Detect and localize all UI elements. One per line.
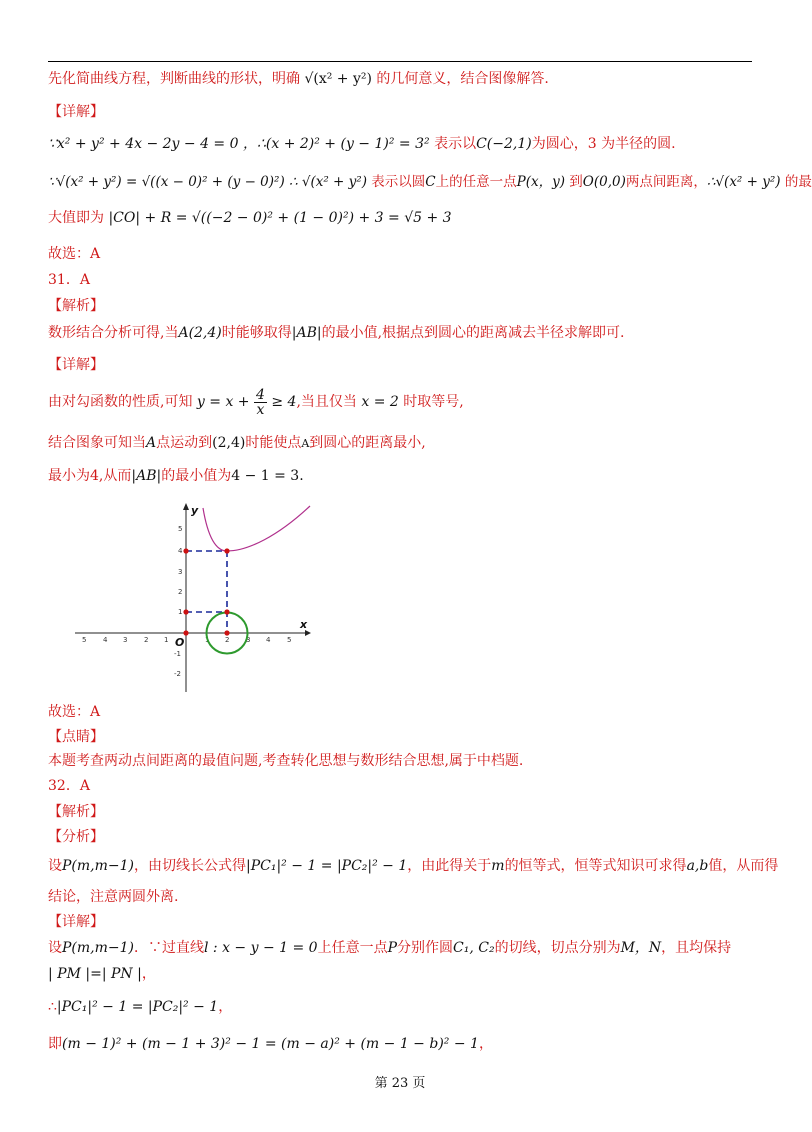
fraction-4-over-x	[254, 388, 267, 417]
q32-detail-4	[48, 1034, 493, 1054]
y-tick: 5	[178, 525, 183, 533]
q32-d1-m4: C₁, C₂	[453, 940, 495, 956]
q32-a1-m1: P(m,m−1)	[62, 858, 134, 874]
q30-detail-line-1	[48, 134, 676, 154]
q31-analysis-m2: |AB|	[291, 325, 322, 341]
q32-analysis-2: 结论，注意两圆外离.	[48, 889, 179, 905]
q31-d2-c: 时能使点	[245, 435, 302, 451]
q32-detail-3	[48, 997, 232, 1017]
y-tick: -2	[174, 670, 181, 678]
q31-d2-d: 到圆心的距离最小,	[309, 435, 426, 451]
q31-d2-a: 结合图象可知当	[48, 435, 146, 451]
q32-d4-a: 即	[48, 1036, 62, 1052]
hook-function-curve	[203, 506, 310, 551]
point-2-4	[224, 548, 229, 553]
q32-d1-f: ，且均保持	[661, 940, 732, 956]
q31-d1-m3: x = 2	[361, 394, 399, 410]
q31-analysis-b: 时能够取得	[221, 325, 292, 341]
q30-eq-3: |CO| + R = √((−2 − 0)² + (1 − 0)²) + 3 = √5 + 3	[108, 210, 452, 226]
y-tick: 1	[178, 608, 183, 616]
q31-d3-m1: 4	[90, 468, 99, 484]
q32-d1-e: 的切线，切点分别为	[494, 940, 621, 956]
q32-d1-b: ．∵过直线	[133, 940, 204, 956]
q31-d1-m1: y = x +	[196, 394, 250, 410]
q32-d1-c: 上任意一点	[317, 940, 388, 956]
q32-d2-t: ，	[141, 966, 156, 982]
intro-text: 先化简曲线方程，判断曲线的形状，明确	[48, 71, 300, 87]
dashed-guides	[186, 551, 227, 633]
q30-text-2d: 两点间距离，	[625, 174, 707, 190]
x-tick: 4	[266, 636, 271, 644]
x-tick: 1	[205, 636, 210, 644]
point-0-1	[183, 609, 188, 614]
q31-detail-2	[48, 433, 426, 454]
q32-sub-heading: 【分析】	[48, 829, 104, 845]
q32-d1-d: 分别作圆	[397, 940, 454, 956]
q30-text-1a: 表示以	[434, 136, 477, 152]
x-tick: 2	[144, 636, 149, 644]
y-tick: 2	[178, 588, 183, 596]
point-circle-center	[224, 630, 229, 635]
q31-analysis-a: 数形结合分析可得,当	[48, 325, 179, 341]
x-tick: 3	[123, 636, 128, 644]
q30-eq-2c: P(x，y)	[516, 174, 565, 190]
q31-d1-b: ,当且仅当	[296, 394, 357, 410]
q30-eq-2b: C	[425, 174, 436, 190]
q32-d3-m: |PC₁|² − 1 = |PC₂|² − 1	[56, 999, 219, 1015]
q32-d3-t: ，	[218, 999, 233, 1015]
q31-detail-1	[48, 385, 464, 419]
x-tick: 3	[246, 636, 251, 644]
x-tick: 5	[287, 636, 292, 644]
q32-a1-m2: |PC₁|² − 1 = |PC₂|² − 1	[245, 858, 408, 874]
q31-d1-m2: ≥ 4	[271, 394, 297, 410]
q31-analysis	[48, 323, 625, 343]
page-number: 第 23 页	[374, 1076, 426, 1091]
q30-text-2e: 的最	[784, 174, 812, 190]
q32-a1-e: 值，从而得	[708, 858, 779, 874]
q31-answer: 故选：A	[48, 704, 101, 720]
q31-d3-d: .	[299, 468, 304, 484]
q31-d3-m2: |AB|	[131, 468, 162, 484]
q31-d1-a: 由对勾函数的性质,可知	[48, 394, 193, 410]
q30-detail-line-3	[48, 208, 452, 228]
x-tick: 4	[103, 636, 108, 644]
y-axis-label: y	[191, 504, 199, 517]
q32-number: 32．A	[48, 778, 90, 794]
intro-line	[48, 69, 549, 89]
q31-analysis-m1: A(2,4)	[178, 325, 222, 341]
q31-detail-heading: 【详解】	[48, 357, 104, 373]
function-graph	[70, 500, 320, 700]
q30-eq-2d: O(0,0)	[582, 174, 626, 190]
q31-d3-b: ,从而	[98, 468, 132, 484]
point-0-4	[183, 548, 188, 553]
x-tick: 1	[164, 636, 169, 644]
fraction-denominator: x	[256, 401, 265, 418]
q32-d4-t: ，	[478, 1036, 493, 1052]
x-axis-label: x	[300, 618, 308, 631]
q32-analysis-heading: 【解析】	[48, 804, 104, 820]
x-tick-labels	[82, 636, 291, 644]
q31-comment-heading: 【点睛】	[48, 729, 104, 745]
fraction-numerator: 4	[255, 386, 265, 403]
q31-analysis-c: 的最小值,根据点到圆心的距离减去半径求解即可.	[321, 325, 625, 341]
q31-d2-m3: A	[301, 437, 310, 450]
q31-d3-m3: 4 − 1 = 3	[231, 468, 300, 484]
q32-a1-b: ，由切线长公式得	[133, 858, 246, 874]
q31-d2-m1: A	[146, 435, 157, 451]
y-tick: -1	[174, 650, 181, 658]
q30-text-2c: 到	[569, 174, 583, 190]
q30-text-2a: 表示以圆	[371, 174, 426, 190]
q32-analysis-1	[48, 856, 778, 876]
y-axis-arrow	[183, 503, 189, 510]
q32-d1-m2: l : x − y − 1 = 0	[203, 940, 318, 956]
y-tick: 3	[178, 568, 183, 576]
q30-text-3a: 大值即为	[48, 210, 104, 226]
q31-d2-m2: (2,4)	[212, 435, 246, 451]
q30-detail-heading: 【详解】	[48, 104, 104, 120]
q32-d3-a: ∴	[48, 999, 57, 1015]
point-origin	[183, 630, 188, 635]
header-rule	[48, 61, 752, 62]
q32-detail-heading: 【详解】	[48, 914, 104, 930]
q31-detail-3	[48, 466, 304, 486]
q32-a1-c: ，由此得关于	[407, 858, 492, 874]
q31-d3-c: 的最小值为	[161, 468, 232, 484]
q31-analysis-heading: 【解析】	[48, 298, 104, 314]
marked-points	[183, 548, 229, 635]
origin-label: O	[175, 636, 185, 649]
y-tick: 4	[178, 547, 183, 555]
q32-a1-m4: a,b	[686, 858, 709, 874]
x-tick: 5	[82, 636, 87, 644]
point-2-1	[224, 609, 229, 614]
q32-d2-m: | PM |=| PN |	[48, 966, 142, 982]
q30-text-2b: 上的任意一点	[435, 174, 517, 190]
q31-d3-a: 最小为	[48, 468, 90, 484]
q30-eq-1b: C(−2,1)	[476, 136, 532, 152]
y-tick-labels	[174, 525, 183, 678]
q32-d4-m: (m − 1)² + (m − 1 + 3)² − 1 = (m − a)² + (m − 1 − b)² − 1	[62, 1036, 479, 1052]
intro-text-b: 的几何意义，结合图像解答.	[376, 71, 549, 87]
q32-d1-m5: M，N	[620, 940, 662, 956]
q32-detail-1	[48, 938, 731, 958]
q31-d2-b: 点运动到	[156, 435, 213, 451]
q32-a1-d: 的恒等式，恒等式知识可求得	[504, 858, 687, 874]
q32-d1-m3: P	[387, 940, 398, 956]
q32-a1-m3: m	[491, 858, 505, 874]
intro-math: √(x² + y²)	[304, 71, 372, 87]
q30-answer: 故选：A	[48, 246, 101, 262]
q32-a1-a: 设	[48, 858, 62, 874]
q30-eq-1: ∵x² + y² + 4x − 2y − 4 = 0 ，∴(x + 2)² + (y − 1)² = 3²	[48, 136, 430, 152]
x-tick: 2	[225, 636, 230, 644]
q31-comment: 本题考查两动点间距离的最值问题,考查转化思想与数形结合思想,属于中档题.	[48, 753, 524, 769]
q32-detail-2	[48, 964, 156, 984]
q32-d1-m1: P(m,m−1)	[62, 940, 134, 956]
q31-number: 31．A	[48, 272, 90, 288]
q30-detail-line-2	[48, 172, 812, 192]
q32-d1-a: 设	[48, 940, 62, 956]
q30-eq-2e: ∴√(x² + y²)	[706, 174, 781, 190]
q30-text-1b: 为圆心，3 为半径的圆.	[531, 136, 676, 152]
q31-d1-c: 时取等号,	[403, 394, 464, 410]
q30-eq-2: ∵√(x² + y²) = √((x − 0)² + (y − 0)²) ∴ √(x² + y²)	[48, 174, 367, 190]
